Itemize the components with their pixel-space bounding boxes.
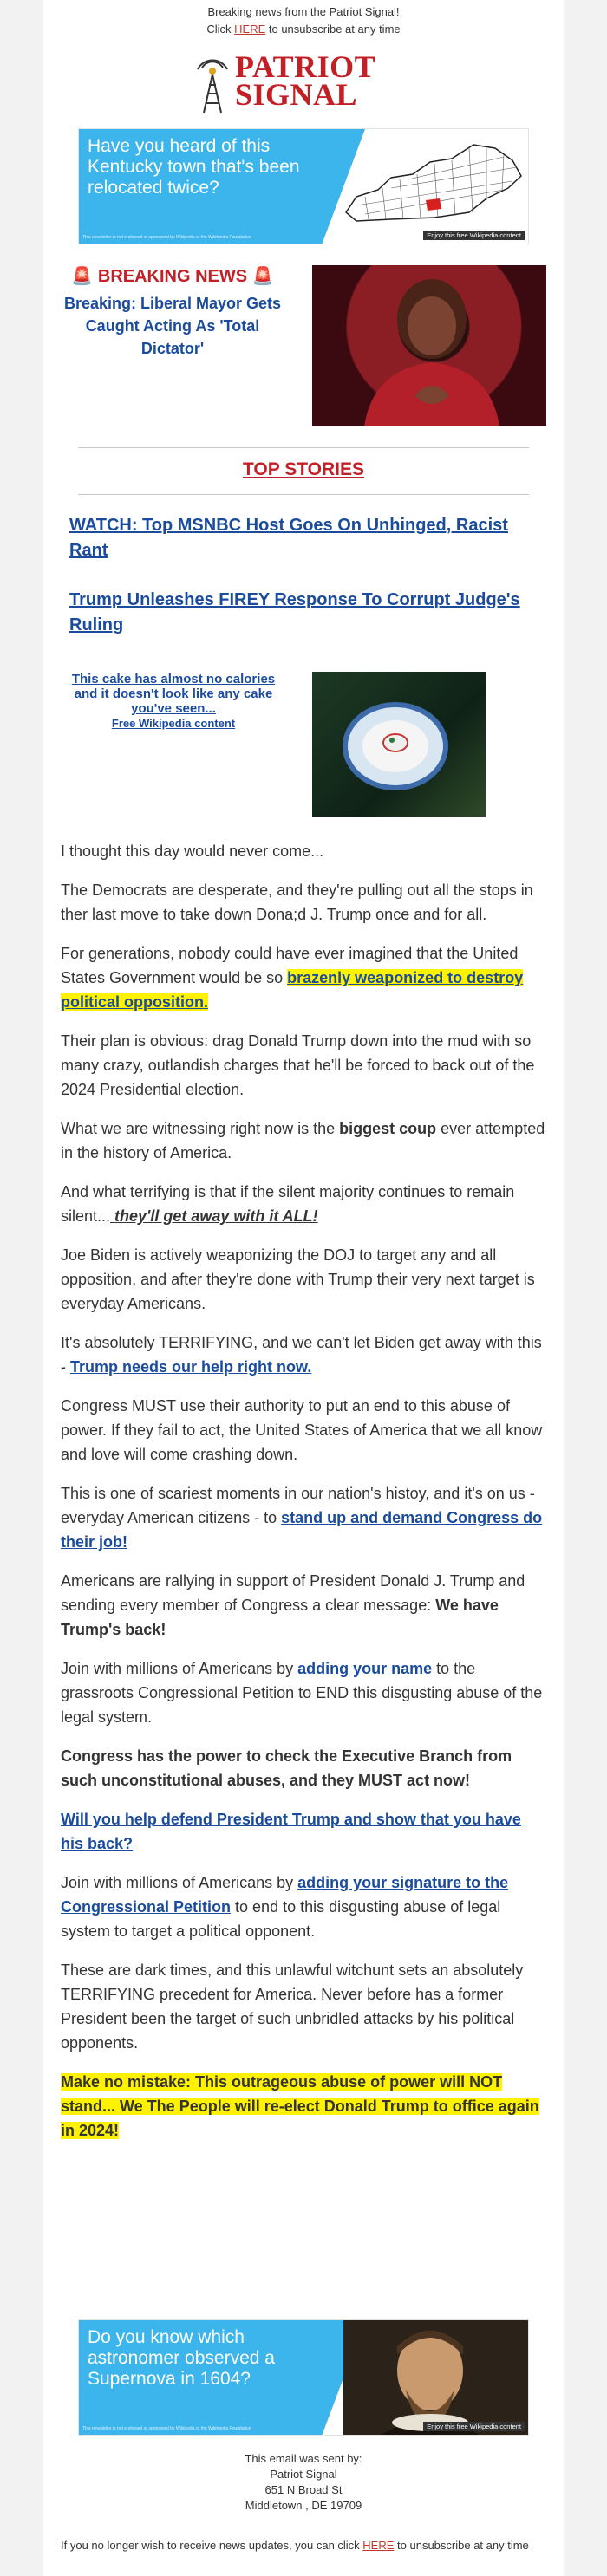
demand-congress-link[interactable]: stand up and demand Congress do their job! <box>61 1509 543 1551</box>
footer-city: Middletown , DE 19709 <box>245 2499 362 2512</box>
article-paragraph: Their plan is obvious: drag Donald Trump down into the mud with so many crazy, outlandish charges that he'll be forced to back out of the 2024 Presidential election. <box>61 1032 535 1098</box>
logo-line-2: SIGNAL <box>235 77 358 112</box>
breaking-news-block <box>61 265 284 360</box>
footer-unsubscribe: If you no longer wish to receive news updates, you can click HERE to unsubscribe at any time <box>61 2539 529 2552</box>
article-paragraph-highlight: Make no mistake: This outrageous abuse of power will NOT stand... We The People will re-elect Donald Trump to office again in 2024! <box>61 2073 539 2139</box>
ad-headline: Do you know which astronomer observed a Supernova in 1604? <box>88 2327 275 2389</box>
ad-disclaimer: This newsletter is not endorsed or sponsored by Wikipedia or the Wikimedia Foundation <box>82 235 251 240</box>
breaking-news-headline-link[interactable]: Breaking: Liberal Mayor Gets Caught Acting As 'Total Dictator' <box>63 295 282 357</box>
article-paragraph: For generations, nobody could have ever imagined that the United States Government would be so brazenly weaponized to destroy political opposition. <box>61 945 524 1011</box>
article-paragraph: And what terrifying is that if the silent majority continues to remain silent... they'll get away with it ALL! <box>61 1183 515 1225</box>
story-link-msnbc[interactable]: WATCH: Top MSNBC Host Goes On Unhinged, Racist Rant <box>69 516 508 560</box>
article-paragraph: This is one of scariest moments in our nation's histoy, and it's on us - everyday American citizens - to stand up and demand Congress do their job! <box>61 1485 543 1551</box>
astronomer-portrait-illustration <box>326 2320 529 2436</box>
cake-photo[interactable] <box>312 672 486 817</box>
article-paragraph: Join with millions of Americans by adding your signature to the Congressional Petition to end to this disgusting abuse of legal system to target a political opponent. <box>61 1874 509 1940</box>
article-paragraph: What we are witnessing right now is the biggest coup ever attempted in the history of America. <box>61 1120 545 1161</box>
article-paragraph: Joe Biden is actively weaponizing the DOJ to target any and all opposition, and after they're done with Trump their very next target is everyday Americans. <box>61 1246 535 1312</box>
article-paragraph: Congress has the power to check the Executive Branch from such unconstitutional abuses, and they MUST act now! <box>61 1747 512 1789</box>
cake-promo-sub: Free Wikipedia content <box>111 717 236 730</box>
kentucky-map-illustration <box>339 136 525 231</box>
ad-banner-astronomer[interactable] <box>78 2319 529 2436</box>
footer-address <box>43 2451 564 2514</box>
siren-icon: 🚨 <box>71 267 94 286</box>
footer-sent-by: This email was sent by: <box>245 2452 362 2465</box>
add-signature-link[interactable]: adding your signature to the Congressional Petition <box>61 1874 509 1916</box>
radio-tower-icon <box>195 50 230 114</box>
preheader-text: Breaking news from the Patriot Signal! <box>207 5 400 18</box>
add-name-link[interactable]: adding your name <box>297 1660 433 1677</box>
article-paragraph: The Democrats are desperate, and they're pulling out all the stops in ther last move to take down Dona;d J. Trump once and for all. <box>61 881 533 923</box>
breaking-news-label: 🚨 BREAKING NEWS 🚨 <box>71 267 274 286</box>
breaking-news-photo[interactable] <box>312 265 546 426</box>
patriot-signal-logo[interactable] <box>195 49 412 116</box>
story-link-trump-response[interactable]: Trump Unleashes FIREY Response To Corrupt Judge's Ruling <box>69 590 520 634</box>
defend-trump-link[interactable]: Will you help defend President Trump and show that you have his back? <box>61 1811 521 1852</box>
unsubscribe-link-top[interactable]: HERE <box>234 23 266 36</box>
get-away-link[interactable]: they'll get away with it ALL! <box>110 1207 318 1225</box>
article-body <box>61 839 546 2143</box>
article-paragraph: I thought this day would never come... <box>61 842 324 860</box>
ad-cta[interactable]: Enjoy this free Wikipedia content <box>423 231 525 240</box>
footer-org: Patriot Signal <box>270 2468 337 2481</box>
article-paragraph: Americans are rallying in support of President Donald J. Trump and sending every member of Congress a clear message: We have Trump's back! <box>61 1572 525 1638</box>
email-body <box>43 0 564 2576</box>
ad-disclaimer: This newsletter is not endorsed or sponsored by Wikipedia or the Wikimedia Foundation <box>82 2426 251 2431</box>
article-paragraph: These are dark times, and this unlawful witchunt sets an absolutely TERRIFYING precedent for America. Never before has a former President been the target of such unbridled attacks by his political opponents. <box>61 1961 524 2052</box>
article-paragraph: Join with millions of Americans by adding your name to the grassroots Congressional Petition to END this disgusting abuse of the legal system. <box>61 1660 543 1726</box>
divider-top <box>78 447 529 448</box>
trump-needs-help-link[interactable]: Trump needs our help right now. <box>70 1358 312 1376</box>
top-stories-heading: TOP STORIES <box>242 459 365 479</box>
article-paragraph: It's absolutely TERRIFYING, and we can't let Biden get away with this - Trump needs our help right now. <box>61 1334 542 1376</box>
divider-bottom <box>78 494 529 495</box>
article-paragraph: Congress MUST use their authority to put an end to this abuse of power. If they fail to act, the United States of America that we all know and love will come crashing down. <box>61 1397 543 1463</box>
article-paragraph <box>61 1807 546 1856</box>
weaponized-link[interactable]: brazenly weaponized to destroy political opposition. <box>61 969 524 1011</box>
cake-promo-link[interactable]: This cake has almost no calories and it doesn't look like any cake you've seen... Free Wikipedia content <box>71 672 276 730</box>
logo-line-1: PATRIOT <box>235 49 376 84</box>
unsubscribe-link-bottom[interactable]: HERE <box>362 2539 395 2552</box>
footer-street: 651 N Broad St <box>264 2483 343 2496</box>
cake-plate-illustration <box>312 672 486 817</box>
preheader-unsubscribe: Click HERE to unsubscribe at any time <box>206 23 401 36</box>
ad-banner-kentucky[interactable] <box>78 128 529 244</box>
person-photo-illustration <box>312 265 546 426</box>
preheader <box>43 5 564 36</box>
ad-headline: Have you heard of this Kentucky town that's been relocated twice? <box>88 136 300 198</box>
ad-cta[interactable]: Enjoy this free Wikipedia content <box>423 2422 525 2431</box>
siren-icon: 🚨 <box>251 267 274 286</box>
